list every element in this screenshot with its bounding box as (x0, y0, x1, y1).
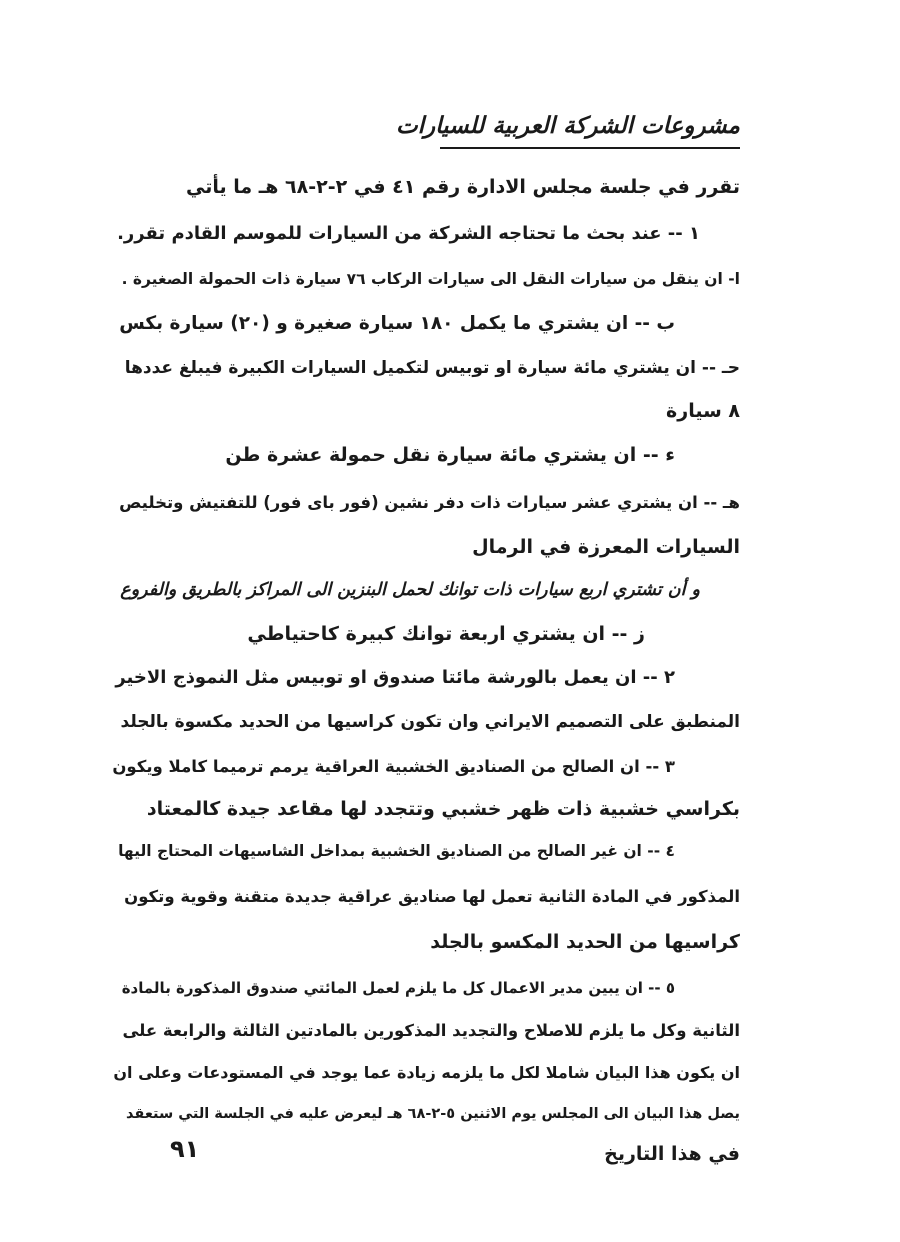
text-line: ء -- ان يشتري مائة سيارة نقل حمولة عشرة طن (225, 444, 675, 466)
text-line: المنطبق على التصميم الايراني وان تكون كراسيها من الحديد مكسوة بالجلد (120, 712, 740, 732)
page-header-title: مشروعات الشركة العربية للسيارات (440, 112, 740, 149)
text-line: المذكور في المادة الثانية تعمل لها صناديق عراقية جديدة متقنة وقوية وتكون (124, 887, 740, 906)
document-body (110, 165, 740, 1174)
text-line: ا- ان ينقل من سيارات النقل الى سيارات الركاب ٧٦ سيارة ذات الحمولة الصغيرة . (121, 270, 740, 288)
text-line: ز -- ان يشتري اربعة توانك كبيرة كاحتياطي (247, 623, 645, 645)
text-line: يصل هذا البيان الى المجلس يوم الاثنين ٥-٢-٦٨ هـ ليعرض عليه في الجلسة التي ستعقد (126, 1106, 740, 1122)
text-line: السيارات المعرزة في الرمال (472, 536, 740, 558)
text-line: الثانية وكل ما يلزم للاصلاح والتجديد المذكورين بالمادتين الثالثة والرابعة على (122, 1021, 740, 1040)
text-line: ب -- ان يشتري ما يكمل ١٨٠ سيارة صغيرة و (٢٠) سيارة بكس (119, 313, 675, 334)
text-line: ان يكون هذا البيان شاملا لكل ما يلزمه زيادة عما يوجد في المستودعات وعلى ان (113, 1063, 740, 1082)
page-number: ٩١ (170, 1135, 200, 1163)
text-line: حـ -- ان يشتري مائة سيارة او توبيس لتكميل السيارات الكبيرة فيبلغ عددها (124, 358, 740, 378)
text-line: ٤ -- ان غير الصالح من الصناديق الخشبية بمداخل الشاسيهات المحتاج اليها (118, 842, 675, 860)
text-line: ٢ -- ان يعمل بالورشة مائتا صندوق او توبيس مثل النموذج الاخير (115, 667, 675, 688)
text-line: في هذا التاريخ (604, 1143, 740, 1165)
text-line: و أن تشتري اربع سيارات ذات توانك لحمل البنزين الى المراكز بالطريق والفروع (120, 580, 700, 600)
text-line: بكراسي خشبية ذات ظهر خشبي وتتجدد لها مقاعد جيدة كالمعتاد (146, 798, 740, 820)
text-line: تقرر في جلسة مجلس الادارة رقم ٤١ في ٢-٢-٦٨ هـ ما يأتي (185, 176, 740, 198)
text-line: ٥ -- ان يبين مدير الاعمال كل ما يلزم لعمل المائتي صندوق المذكورة بالمادة (121, 979, 675, 997)
text-line: هـ -- ان يشتري عشر سيارات ذات دفر نشين (فور باى فور) للتفتيش وتخليص (119, 493, 740, 512)
text-line: ٣ -- ان الصالح من الصناديق الخشبية العراقية يرمم ترميما كاملا ويكون (112, 757, 675, 776)
text-line: ١ -- عند بحث ما تحتاجه الشركة من السيارات للموسم القادم تقرر. (117, 223, 700, 244)
text-line: كراسيها من الحديد المكسو بالجلد (430, 931, 740, 953)
text-line: ٨ سيارة (666, 400, 740, 422)
